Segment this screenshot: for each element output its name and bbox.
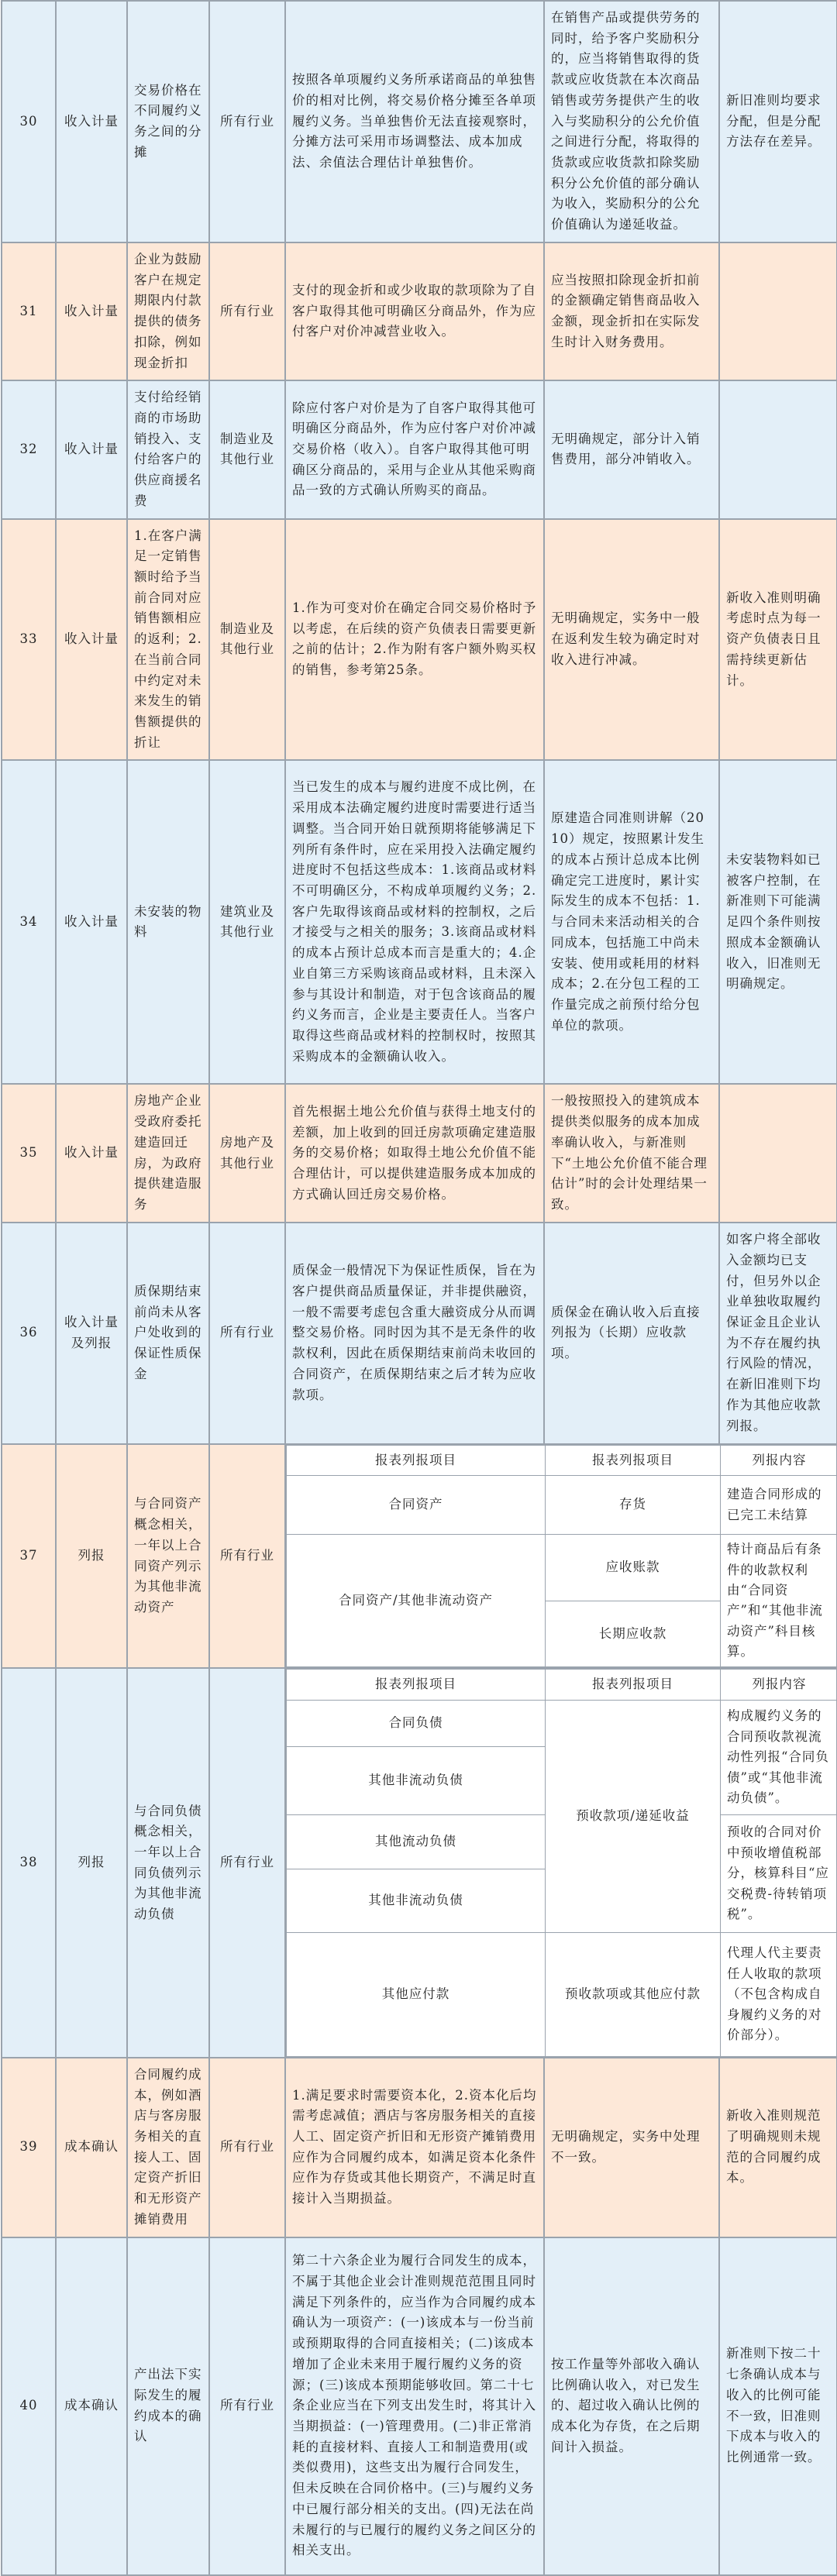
row-impact: 新收入准则规范了明确规则未规范的合同履约成本。 (719, 2058, 837, 2237)
row-old-standard: 无明确规定，实务中一般在返利发生较为确定时对收入进行冲减。 (544, 519, 719, 761)
row-issue: 房地产企业受政府委托建造回迁房，为政府提供建造服务 (127, 1084, 209, 1222)
row-category: 列报 (56, 1668, 127, 2057)
new-presentation-item: 合同资产/其他非流动资产 (287, 1535, 546, 1667)
subtable-header: 列报内容 (721, 1445, 837, 1475)
row-category: 收入计量 (56, 242, 127, 380)
presentation-subtable-assets (285, 1444, 837, 1669)
table-row (2, 380, 837, 518)
new-presentation-item: 其他非流动负债 (287, 1869, 546, 1932)
row-number: 33 (2, 519, 56, 761)
row-industry: 所有行业 (209, 1, 285, 242)
row-new-standard: 当已发生的成本与履约进度不成比例，在采用成本法确定履约进度时需要进行适当调整。当合同开始日就预期将能够满足下列所有条件时，应在采用投入法确定履约进度时不包括这些成本：1.该商品或材料不可明确区分，不构成单项履约义务；2.客户先取得该商品或材料的控制权，之后才接受与之相关的服务；3.该商品或材料的成本占预计总成本而言是重大的；4.企业自第三方采购该商品或材料，且未深入参与其设计和制造，对于包含该商品的履约义务而言，企业是主要责任人。当客户取得这些商品或材料的控制权时，按照其采购成本的金额确认收入。 (285, 760, 544, 1084)
row-number: 37 (2, 1444, 56, 1669)
row-impact (719, 380, 837, 518)
row-issue: 合同履约成本，例如酒店与客房服务相关的直接人工、固定资产折旧和无形资产摊销费用 (127, 2058, 209, 2237)
row-impact: 新准则下按二十七条确认成本与收入的比例可能不一致，旧准则下成本与收入的比例通常一致。 (719, 2237, 837, 2575)
presentation-content: 构成履约义务的合同预收款视流动性列报“合同负债”或“其他非流动负债”。 (721, 1700, 837, 1814)
presentation-content: 代理人代主要责任人收取的款项（不包含构成自身履约义务的对价部分）。 (721, 1932, 837, 2056)
table-row (2, 519, 837, 761)
row-industry: 所有行业 (209, 242, 285, 380)
row-issue: 企业为鼓励客户在规定期限内付款提供的债务扣除，例如现金折扣 (127, 242, 209, 380)
table-row (2, 1668, 837, 2057)
row-number: 32 (2, 380, 56, 518)
row-impact (719, 1084, 837, 1222)
presentation-content: 建造合同形成的已完工未结算 (721, 1476, 837, 1535)
row-category: 收入计量 (56, 380, 127, 518)
row-new-standard: 支付的现金折和或少收取的款项除为了自客户取得其他可明确区分商品外，作为应付客户对价冲减营业收入。 (285, 242, 544, 380)
table-row (2, 1, 837, 242)
subtable-header: 报表列报项目 (287, 1445, 546, 1475)
row-industry: 所有行业 (209, 2058, 285, 2237)
presentation-subtable-liabilities (285, 1668, 837, 2057)
old-presentation-item: 预收款项/递延收益 (546, 1700, 721, 1932)
row-issue: 与合同资产概念相关，一年以上合同资产列示为其他非流动资产 (127, 1444, 209, 1669)
accounting-comparison-table (1, 0, 837, 2576)
row-category: 列报 (56, 1444, 127, 1669)
row-industry: 所有行业 (209, 1668, 285, 2057)
row-new-standard: 按照各单项履约义务所承诺商品的单独售价的相对比例，将交易价格分摊至各单项履约义务。当单独售价无法直接观察时，分摊方法可采用市场调整法、成本加成法、余值法合理估计单独售价。 (285, 1, 544, 242)
row-number: 31 (2, 242, 56, 380)
row-impact: 新旧准则均要求分配，但是分配方法存在差异。 (719, 1, 837, 242)
table-row (2, 760, 837, 1084)
row-issue: 1.在客户满足一定销售额时给予当前合同对应销售额相应的返利；2.在当前合同中约定对未来发生的销售额提供的折让 (127, 519, 209, 761)
row-new-standard: 首先根据土地公允价值与获得土地支付的差额，加上收到的回迁房款项确定建造服务的交易价格；如取得土地公允价值不能合理估计，可以提供建造服务成本加成的方式确认回迁房交易价格。 (285, 1084, 544, 1222)
row-old-standard: 在销售产品或提供劳务的同时，给予客户奖励积分的，应当将销售取得的货款或应收货款在本次商品销售或劳务提供产生的收入与奖励积分的公允价值之间进行分配，将取得的货款或应收货款扣除奖励积分公允价值的部分确认为收入，奖励积分的公允价值确认为递延收益。 (544, 1, 719, 242)
subtable-header: 列报内容 (721, 1670, 837, 1700)
row-number: 34 (2, 760, 56, 1084)
row-new-standard: 1.作为可变对价在确定合同交易价格时予以考虑，在后续的资产负债表日需要更新之前的估计；2.作为附有客户额外购买权的销售，参考第25条。 (285, 519, 544, 761)
row-number: 40 (2, 2237, 56, 2575)
table-row (2, 1084, 837, 1222)
new-presentation-item: 合同资产 (287, 1476, 546, 1535)
old-presentation-item: 长期应收款 (546, 1601, 721, 1667)
row-impact: 如客户将全部收入金额均已支付，但另外以企业单独收取履约保证金且企业认为不存在履约执行风险的情况，在新旧准则下均作为其他应收款列报。 (719, 1223, 837, 1444)
row-impact (719, 242, 837, 380)
row-new-standard: 第二十六条企业为履行合同发生的成本，不属于其他企业会计准则规范范围且同时满足下列条件的，应当作为合同履约成本确认为一项资产：(一)该成本与一份当前或预期取得的合同直接相关；(二)该成本增加了企业未来用于履行履约义务的资源；(三)该成本预期能够收回。第二十七条企业应当在下列支出发生时，将其计入当期损益：(一)管理费用。(二)非正常消耗的直接材料、直接人工和制造费用(或类似费用)，这些支出为履行合同发生，但未反映在合同价格中。(三)与履约义务中已履行部分相关的支出。(四)无法在尚未履行的与已履行的履约义务之间区分的相关支出。 (285, 2237, 544, 2575)
row-old-standard: 质保金在确认收入后直接列报为（长期）应收款项。 (544, 1223, 719, 1444)
old-presentation-item: 存货 (546, 1476, 721, 1535)
row-category: 收入计量及列报 (56, 1223, 127, 1444)
row-number: 39 (2, 2058, 56, 2237)
row-impact: 未安装物料如已被客户控制，在新准则下可能满足四个条件则按照成本金额确认收入，旧准则无明确规定。 (719, 760, 837, 1084)
subtable-header: 报表列报项目 (546, 1445, 721, 1475)
row-old-standard: 按工作量等外部收入确认比例确认收入，对已发生的、超过收入确认比例的成本化为存货，在之后期间计入损益。 (544, 2237, 719, 2575)
row-number: 38 (2, 1668, 56, 2057)
row-new-standard: 1.满足要求时需要资本化，2.资本化后均需考虑减值；酒店与客房服务相关的直接人工、固定资产折旧和无形资产摊销费用应作为合同履约成本，如满足资本化条件应作为存货或其他长期资产，不满足时直接计入当期损益。 (285, 2058, 544, 2237)
row-industry: 所有行业 (209, 1223, 285, 1444)
row-category: 收入计量 (56, 1, 127, 242)
old-presentation-item: 预收款项或其他应付款 (546, 1932, 721, 2056)
row-issue: 交易价格在不同履约义务之间的分摊 (127, 1, 209, 242)
subtable-header: 报表列报项目 (287, 1670, 546, 1700)
table-row (2, 1444, 837, 1669)
row-issue: 与合同负债概念相关，一年以上合同负债列示为其他非流动负债 (127, 1668, 209, 2057)
row-category: 收入计量 (56, 519, 127, 761)
table-row (2, 2058, 837, 2237)
row-old-standard: 一般按照投入的建筑成本提供类似服务的成本加成率确认收入，与新准则下“土地公允价值不能合理估计”时的会计处理结果一致。 (544, 1084, 719, 1222)
row-new-standard: 除应付客户对价是为了自客户取得其他可明确区分商品外，作为应付客户对价冲减交易价格（收入）。自客户取得其他可明确区分商品的，采用与企业从其他采购商品一致的方式确认所购买的商品。 (285, 380, 544, 518)
old-presentation-item: 应收账款 (546, 1535, 721, 1601)
presentation-content: 特计商品后有条件的收款权利由“合同资产”和“其他非流动资产”科目核算。 (721, 1535, 837, 1667)
table-row (2, 1223, 837, 1444)
row-industry: 制造业及其他行业 (209, 380, 285, 518)
row-new-standard: 质保金一般情况下为保证性质保，旨在为客户提供商品质量保证，并非提供融资，一般不需要考虑包含重大融资成分从而调整交易价格。同时因为其不是无条件的收款权利，因此在质保期结束前尚未收回的合同资产，在质保期结束之后才转为应收款项。 (285, 1223, 544, 1444)
row-category: 成本确认 (56, 2237, 127, 2575)
row-issue: 未安装的物料 (127, 760, 209, 1084)
row-old-standard: 原建造合同准则讲解（2010）规定，按照累计发生的成本占预计总成本比例确定完工进度时，累计实际发生的成本不包括：1.与合同未来活动相关的合同成本，包括施工中尚未安装、使用或耗用的材料成本；2.在分包工程的工作量完成之前预付给分包单位的款项。 (544, 760, 719, 1084)
row-industry: 房地产及其他行业 (209, 1084, 285, 1222)
row-industry: 制造业及其他行业 (209, 519, 285, 761)
subtable-header: 报表列报项目 (546, 1670, 721, 1700)
table-row (2, 242, 837, 380)
new-presentation-item: 其他流动负债 (287, 1814, 546, 1869)
row-old-standard: 无明确规定，实务中处理不一致。 (544, 2058, 719, 2237)
row-issue: 质保期结束前尚未从客户处收到的保证性质保金 (127, 1223, 209, 1444)
row-issue: 产出法下实际发生的履约成本的确认 (127, 2237, 209, 2575)
row-category: 收入计量 (56, 760, 127, 1084)
new-presentation-item: 合同负债 (287, 1700, 546, 1746)
row-number: 36 (2, 1223, 56, 1444)
row-old-standard: 无明确规定，部分计入销售费用，部分冲销收入。 (544, 380, 719, 518)
new-presentation-item: 其他非流动负债 (287, 1746, 546, 1814)
row-industry: 建筑业及其他行业 (209, 760, 285, 1084)
row-category: 收入计量 (56, 1084, 127, 1222)
table-row (2, 2237, 837, 2575)
row-industry: 所有行业 (209, 2237, 285, 2575)
row-industry: 所有行业 (209, 1444, 285, 1669)
row-category: 成本确认 (56, 2058, 127, 2237)
row-number: 30 (2, 1, 56, 242)
row-number: 35 (2, 1084, 56, 1222)
row-issue: 支付给经销商的市场助销投入、支付给客户的供应商援名费 (127, 380, 209, 518)
row-impact: 新收入准则明确考虑时点为每一资产负债表日且需持续更新估计。 (719, 519, 837, 761)
row-old-standard: 应当按照扣除现金折扣前的金额确定销售商品收入金额，现金折扣在实际发生时计入财务费用。 (544, 242, 719, 380)
new-presentation-item: 其他应付款 (287, 1932, 546, 2056)
presentation-content: 预收的合同对价中预收增值税部分，核算科目“应交税费-待转销项税”。 (721, 1814, 837, 1932)
